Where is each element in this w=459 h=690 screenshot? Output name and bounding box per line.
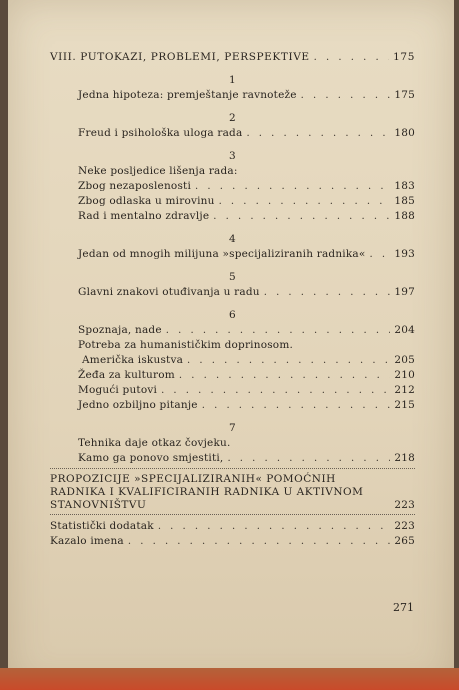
- divider: [50, 514, 415, 515]
- toc-entry: Spoznaja, nade . . . 204: [50, 323, 415, 338]
- appendix-page: 223: [394, 499, 415, 511]
- toc-entry-continued: Tehnika daje otkaz čovjeku.: [78, 437, 231, 449]
- section-number: 1: [229, 74, 236, 86]
- chapter-page: 175: [393, 51, 415, 63]
- section-subheading: Neke posljedice lišenja rada:: [78, 165, 238, 177]
- table-of-contents: [50, 50, 415, 549]
- toc-entry: Kazalo imena . . . 265: [50, 534, 415, 549]
- chapter-heading: [50, 50, 415, 65]
- section-number: 2: [229, 112, 236, 124]
- toc-entry: Rad i mentalno zdravlje . . . 188: [50, 209, 415, 224]
- toc-entry: Glavni znakovi otuđivanja u radu . . . 197: [50, 285, 415, 300]
- toc-entry: Freud i psihološka uloga rada . . . 180: [50, 126, 415, 141]
- section-number: 3: [229, 150, 236, 162]
- toc-entry: Jedno ozbiljno pitanje . . . 215: [50, 398, 415, 413]
- appendix-title: PROPOZICIJE »SPECIJALIZIRANIH« POMOĆNIH RADNIKA I KVALIFICIRANIH RADNIKA U AKTIVNOM STANOVNIŠTVU: [50, 473, 364, 511]
- toc-entry-continued: Potreba za humanističkim doprinosom.: [78, 339, 294, 351]
- toc-entry: Američka iskustva . . . 205: [50, 353, 415, 368]
- red-cover-edge: [0, 668, 459, 690]
- chapter-title: VIII. PUTOKAZI, PROBLEMI, PERSPEKTIVE: [50, 51, 310, 63]
- toc-entry: Zbog odlaska u mirovinu . . . 185: [50, 194, 415, 209]
- section-number: 5: [229, 271, 236, 283]
- toc-entry: Mogući putovi . . . 212: [50, 383, 415, 398]
- toc-entry: Jedan od mnogih milijuna »specijaliziranih radnika« . . . 193: [50, 247, 415, 262]
- toc-entry: Kamo ga ponovo smjestiti, . . . 218: [50, 451, 415, 466]
- toc-entry: Zbog nezaposlenosti . . . 183: [50, 179, 415, 194]
- toc-entry: Žeđa za kulturom . . . 210: [50, 368, 415, 383]
- section-number: 7: [229, 422, 236, 434]
- leader-dots: [314, 50, 389, 65]
- divider: [50, 468, 415, 469]
- section-number: 6: [229, 309, 236, 321]
- toc-entry: Statistički dodatak . . . 223: [50, 519, 415, 534]
- section-number: 4: [229, 233, 236, 245]
- page-number: 271: [393, 601, 414, 614]
- appendix-entry: [50, 473, 415, 512]
- toc-entry: Jedna hipoteza: premještanje ravnoteže . . . 175: [50, 88, 415, 103]
